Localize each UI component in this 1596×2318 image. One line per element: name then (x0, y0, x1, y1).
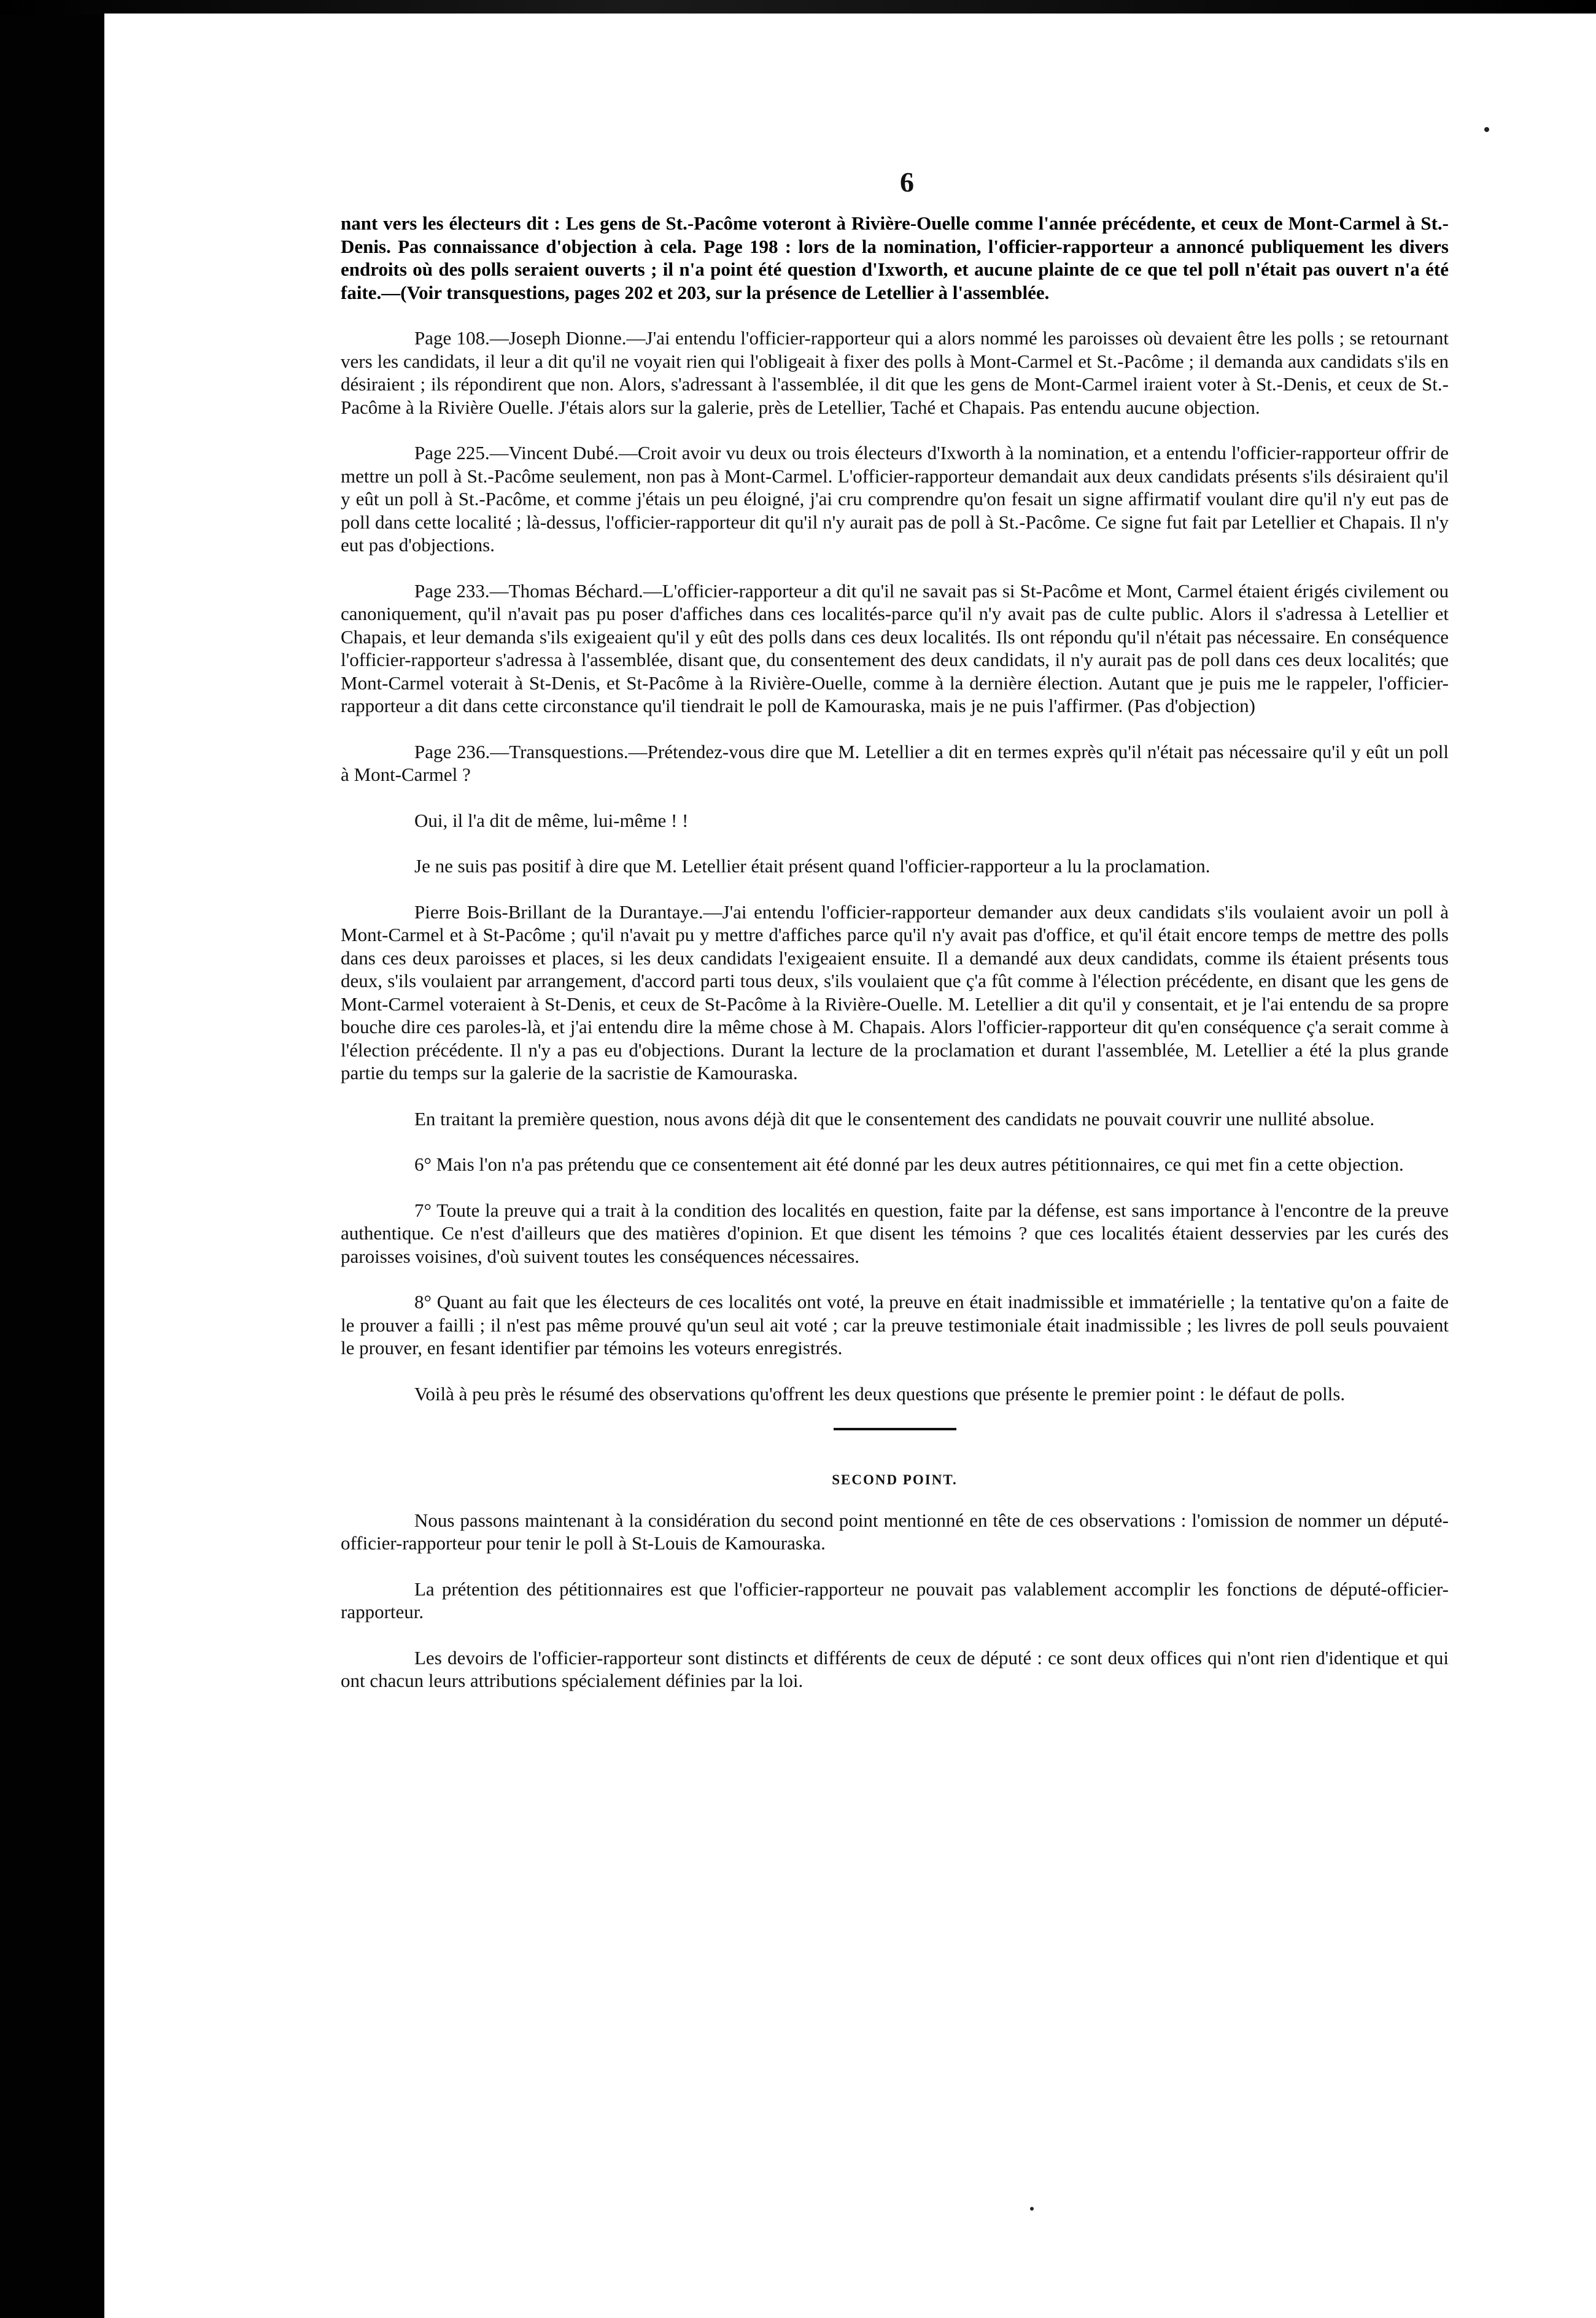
scan-border-top (0, 0, 1596, 15)
paragraph: Voilà à peu près le résumé des observations qu'offrent les deux questions que présente le premier point : le défaut de polls. (414, 1382, 1346, 1405)
paragraph: 6° Mais l'on n'a pas prétendu que ce consentement ait été donné par les deux autres pétitionnaires, ce qui met fin a cette objection. (414, 1153, 1404, 1175)
scan-speck (1030, 2207, 1034, 2211)
section-heading: SECOND POINT. (832, 1472, 958, 1487)
paragraph: Page 236.—Transquestions.—Prétendez-vous dire que M. Letellier a dit en termes exprès qu'il n'était pas nécessaire qu'il y eût un poll à Mont-Carmel ? (341, 740, 1449, 785)
paragraph: nant vers les électeurs dit : Les gens de St.-Pacôme voteront à Rivière-Ouelle comme l'année précédente, et ceux de Mont-Carmel à St.-Denis. Pas connaissance d'objection à cela. Page 198 : lors de la nomination, l'officier-rapporteur a annoncé publiquement les divers endroits où des polls seraient ouverts ; il n'a point été question d'Ixworth, et aucune plainte de ce que tel poll n'était pas ouvert n'a été faite.—(Voir transquestions, pages 202 et 203, sur la présence de Letellier à l'assemblée. (341, 212, 1449, 303)
scan-border-left (0, 0, 104, 2318)
paragraph: 8° Quant au fait que les électeurs de ces localités ont voté, la preuve en était inadmissible et immatérielle ; la tentative qu'on a faite de le prouver a failli ; il n'est pas même prouvé qu'un seul ait voté ; car la preuve testimoniale était inadmissible ; les livres de poll seuls pouvaient le prouver, en fesant identifier par témoins les voteurs enregistrés. (341, 1291, 1449, 1359)
paragraph: En traitant la première question, nous avons déjà dit que le consentement des candidats ne pouvait couvrir une nullité absolue. (414, 1107, 1375, 1130)
paragraph: Je ne suis pas positif à dire que M. Letellier était présent quand l'officier-rapporteur a lu la proclamation. (414, 855, 1211, 877)
page-number: 6 (900, 166, 914, 198)
text-column (341, 164, 1449, 1715)
scan-speck (1484, 127, 1489, 132)
section-divider (834, 1428, 956, 1430)
paragraph: La prétention des pétitionnaires est que l'officier-rapporteur ne pouvait pas valablement accomplir les fonctions de député-officier-rapporteur. (341, 1578, 1449, 1622)
paragraph: 7° Toute la preuve qui a trait à la condition des localités en question, faite par la défense, est sans importance à l'encontre de la preuve authentique. Ce n'est d'ailleurs que des matières d'opinion. Et que disent les témoins ? que ces localités étaient desservies par les curés des paroisses voisines, d'où suivent toutes les conséquences nécessaires. (341, 1199, 1449, 1267)
paragraph: Oui, il l'a dit de même, lui-même ! ! (414, 809, 689, 831)
paragraph: Nous passons maintenant à la considération du second point mentionné en tête de ces observations : l'omission de nommer un député-officier-rapporteur pour tenir le poll à St-Louis de Kamouraska. (341, 1509, 1449, 1554)
paragraph: Pierre Bois-Brillant de la Durantaye.—J'ai entendu l'officier-rapporteur demander aux deux candidats s'ils voulaient avoir un poll à Mont-Carmel et à St-Pacôme ; qu'il n'avait pu y mettre d'affiches parce qu'il n'y avait pas d'office, et qu'il était encore temps de mettre des polls dans ces deux paroisses et places, si les deux candidats l'exigeaient ensuite. Il a demandé aux deux candidats, comme ils étaient présents tous deux, s'ils voulaient par arrangement, d'accord parti tous deux, s'ils voulaient que ç'a fût comme à l'élection précédente, en disant que les gens de Mont-Carmel voteraient à St-Denis, et ceux de St-Pacôme à la Rivière-Ouelle. M. Letellier a dit qu'il y consentait, et je l'ai entendu de sa propre bouche dire ces paroles-là, et j'ai entendu dire la même chose à M. Chapais. Alors l'officier-rapporteur dit qu'en conséquence ç'a serait comme à l'élection précédente. Il n'y a pas eu d'objections. Durant la lecture de la proclamation et durant l'assemblée, M. Letellier a été la plus grande partie du temps sur la galerie de la sacristie de Kamouraska. (341, 901, 1449, 1083)
paragraph: Page 225.—Vincent Dubé.—Croit avoir vu deux ou trois électeurs d'Ixworth à la nomination, et a entendu l'officier-rapporteur offrir de mettre un poll à St.-Pacôme seulement, non pas à Mont-Carmel. L'officier-rapporteur demandait aux deux candidats présents s'ils désiraient qu'il y eût un poll à St.-Pacôme, et comme j'étais un peu éloigné, j'ai cru comprendre qu'on fesait un signe affirmatif voulant dire qu'il n'y eut pas de poll dans cette localité ; là-dessus, l'officier-rapporteur dit qu'il n'y aurait pas de poll à St.-Pacôme. Ce signe fut fait par Letellier et Chapais. Il n'y eut pas d'objections. (341, 442, 1449, 556)
paragraph: Page 108.—Joseph Dionne.—J'ai entendu l'officier-rapporteur qui a alors nommé les paroisses où devaient être les polls ; se retournant vers les candidats, il leur a dit qu'il ne voyait rien qui l'obligeait à fixer des polls à Mont-Carmel et St.-Pacôme ; il demanda aux candidats s'ils en désiraient ; ils répondirent que non. Alors, s'adressant à l'assemblée, il dit que les gens de Mont-Carmel iraient voter à St.-Denis, et ceux de St.-Pacôme à la Rivière Ouelle. J'étais alors sur la galerie, près de Letellier, Taché et Chapais. Pas entendu aucune objection. (341, 327, 1449, 418)
paragraph: Les devoirs de l'officier-rapporteur sont distincts et différents de ceux de député : ce sont deux offices qui n'ont rien d'identique et qui ont chacun leurs attributions spécialement définies par la loi. (341, 1646, 1449, 1691)
paragraph: Page 233.—Thomas Béchard.—L'officier-rapporteur a dit qu'il ne savait pas si St-Pacôme et Mont, Carmel étaient érigés civilement ou canoniquement, qu'il n'avait pas pu poser d'affiches dans ces localités-parce qu'il n'y avait pas de culte public. Alors il s'adressa à Letellier et Chapais, et leur demanda s'ils exigeaient qu'il y eût des polls dans ces deux localités. Ils ont répondu qu'il n'était pas nécessaire. En conséquence l'officier-rapporteur s'adressa à l'assemblée, disant que, du consentement des deux candidats, il n'y aurait pas de poll dans ces deux localités; que Mont-Carmel voterait à St-Denis, et St-Pacôme à la Rivière-Ouelle, comme à la dernière élection. Autant que je puis me le rappeler, l'officier-rapporteur a dit dans cette circonstance qu'il tiendrait le poll de Kamouraska, mais je ne puis l'affirmer. (Pas d'objection) (341, 580, 1449, 716)
document-page (104, 14, 1596, 2318)
